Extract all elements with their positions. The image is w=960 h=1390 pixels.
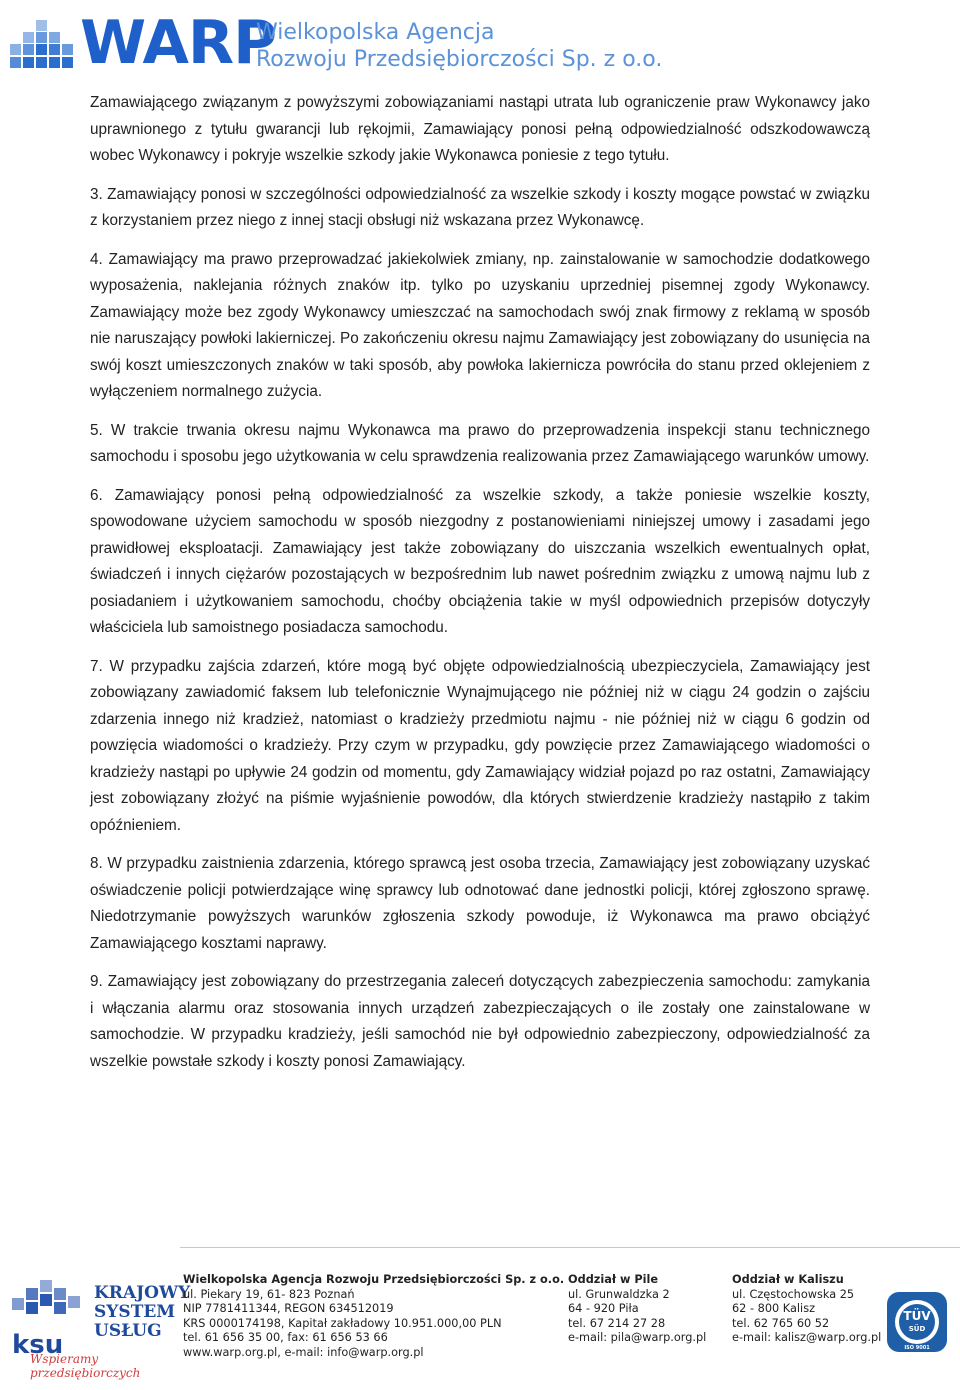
footer-pila-branch	[568, 1273, 706, 1346]
kalisz-email: e-mail: kalisz@warp.org.pl	[732, 1331, 882, 1345]
paragraph-3: 3. Zamawiający ponosi w szczególności odpowiedzialność za wszelkie szkody i koszty mogące powstać w związku z korzystaniem przez niego z innej stacji obsługi niż wskazana przez Wykonawcę.	[90, 185, 870, 229]
pila-email: e-mail: pila@warp.org.pl	[568, 1331, 707, 1345]
hq-phone: tel. 61 656 35 00, fax: 61 656 53 66	[183, 1331, 388, 1345]
paragraph-8: 8. W przypadku zaistnienia zdarzenia, którego sprawcą jest osoba trzecia, Zamawiający jest zobowiązany uzyskać oświadczenie policji potwierdzające winę sprawcy lub odnotować dane jednostki policji, której zgłoszono sprawę. Niedotrzymanie powyższych warunków zgłoszenia szkody powoduje, iż Wykonawca ma prawo obciążyć Zamawiającego kosztami naprawy.	[90, 855, 870, 952]
kalisz-phone: tel. 62 765 60 52	[732, 1316, 830, 1330]
pila-phone: tel. 67 214 27 28	[568, 1316, 666, 1330]
pila-street: ul. Grunwaldzka 2	[568, 1287, 670, 1301]
tuv-certification-icon	[883, 1290, 951, 1354]
ksu-name	[94, 1284, 190, 1341]
paragraph-4: 4. Zamawiający ma prawo przeprowadzać jakiekolwiek zmiany, np. zainstalowanie w samochodzie dodatkowego wyposażenia, naklejania różnych znaków itp. tylko po uzyskaniu uprzedniej pisemnej zgody Wykonawcy. Zamawiający może bez zgody Wykonawcy umieszczać na samochodach swój znak firmowy z reklamą w sposób nie naruszający powłoki lakierniczej. Po zakończeniu okresu najmu Zamawiający jest zobowiązany do usunięcia na swój koszt umieszczonych znaków w taki sposób, aby powłoka lakiernicza powróciła do stanu przed oklejeniem z wyłączeniem normalnego zużycia.	[90, 250, 870, 400]
footer-kalisz-branch	[732, 1273, 881, 1346]
hq-nip-regon: NIP 7781411344, REGON 634512019	[183, 1302, 394, 1316]
footer-divider	[180, 1247, 960, 1248]
paragraph-9: 9. Zamawiający jest zobowiązany do przestrzegania zaleceń dotyczących zabezpieczenia samochodu: zamykania i włączania alarmu oraz stosowania innych urządzeń zabezpieczających o ile zostały one zainstalowane w samochodzie. W przypadku kradzieży, jeśli samochód nie był odpowiednio zabezpieczony, odpowiedzialność za wszelkie powstałe szkody i koszty ponosi Zamawiający.	[90, 973, 870, 1070]
paragraph-continued: Zamawiającego związanym z powyższymi zobowiązaniami nastąpi utrata lub ograniczenie praw Wykonawcy jako uprawnionego z tytułu gwarancji lub rękojmii, Zamawiający ponosi pełną odpowiedzialność odszkodowawczą wobec Wykonawcy i pokryje wszelkie szkody jakie Wykonawca poniesie z tego tytułu.	[90, 94, 870, 164]
footer-hq-address	[183, 1273, 564, 1361]
kalisz-city: 62 - 800 Kalisz	[732, 1302, 816, 1316]
contract-body	[90, 90, 870, 1087]
ksu-line2: SYSTEM	[94, 1302, 176, 1322]
ksu-grid-icon	[12, 1280, 84, 1336]
ksu-line1: KRAJOWY	[94, 1283, 191, 1303]
ksu-letters: ksu	[12, 1330, 64, 1360]
kalisz-street: ul. Częstochowska 25	[732, 1287, 855, 1301]
paragraph-6: 6. Zamawiający ponosi pełną odpowiedzialność za wszelkie szkody, a także poniesie wszelkie koszty, spowodowane użyciem samochodu w sposób niezgodny z postanowieniami niniejszej umowy i zasadami jego prawidłowej eksploatacji. Zamawiający jest także zobowiązany do uiszczania wszelkich ewentualnych opłat, świadczeń i innych ciężarów pozostających w bezpośrednim lub nawet pośrednim związku z umową najmu lub z posiadaniem i użytkowaniem samochodu, choćby obciążenia takie w myśl odpowiednich przepisów dotyczyły właściciela lub samoistnego posiadacza samochodu.	[90, 486, 870, 636]
hq-street: ul. Piekary 19, 61- 823 Poznań	[183, 1287, 355, 1301]
tuv-iso-label: ISO 9001	[904, 1345, 930, 1351]
ksu-line3: USŁUG	[94, 1321, 162, 1341]
tuv-sud-label: SÜD	[908, 1325, 926, 1333]
letterhead	[0, 0, 960, 80]
pila-city: 64 - 920 Piła	[568, 1302, 639, 1316]
warp-logo-grid-icon	[10, 20, 72, 68]
tuv-label: TÜV	[903, 1309, 931, 1323]
hq-krs: KRS 0000174198, Kapitał zakładowy 10.951.000,00 PLN	[183, 1316, 502, 1330]
agency-name-line1: Wielkopolska Agencja	[256, 20, 495, 45]
ksu-tagline: Wspieramy przedsiębiorczych	[30, 1352, 141, 1380]
pila-name: Oddział w Pile	[568, 1273, 659, 1286]
paragraph-5: 5. W trakcie trwania okresu najmu Wykonawca ma prawo do przeprowadzenia inspekcji stanu technicznego samochodu i sposobu jego użytkowania w celu sprawdzenia realizowania przez Zamawiającego warunków umowy.	[90, 421, 870, 465]
hq-web-email: www.warp.org.pl, e-mail: info@warp.org.pl	[183, 1345, 424, 1359]
agency-name-line2: Rozwoju Przedsiębiorczości Sp. z o.o.	[256, 47, 663, 72]
warp-logo-wordmark: WARP	[80, 8, 277, 78]
hq-name: Wielkopolska Agencja Rozwoju Przedsiębiorczości Sp. z o.o.	[183, 1273, 565, 1286]
ksu-logo	[12, 1280, 191, 1380]
kalisz-name: Oddział w Kaliszu	[732, 1273, 844, 1286]
paragraph-7: 7. W przypadku zajścia zdarzeń, które mogą być objęte odpowiedzialnością ubezpieczyciela, Zamawiający jest zobowiązany zawiadomić faksem lub telefonicznie Wynajmującego nie później niż w ciągu 24 godzin o zajściu zdarzenia innego niż kradzież, natomiast o kradzieży przedmiotu najmu - nie później niż w ciągu 6 godzin od powzięcia wiadomości o kradzieży. Przy czym w przypadku, gdy powzięcie przez Zamawiającego wiadomości o kradzieży nastąpi po upływie 24 godzin od momentu, gdy Zamawiający widział pojazd po raz ostatni, Zamawiający jest zobowiązany złożyć na piśmie wyjaśnienie powodów, dla których stwierdzenie kradzieży nastąpiło z takim opóźnieniem.	[90, 657, 870, 834]
